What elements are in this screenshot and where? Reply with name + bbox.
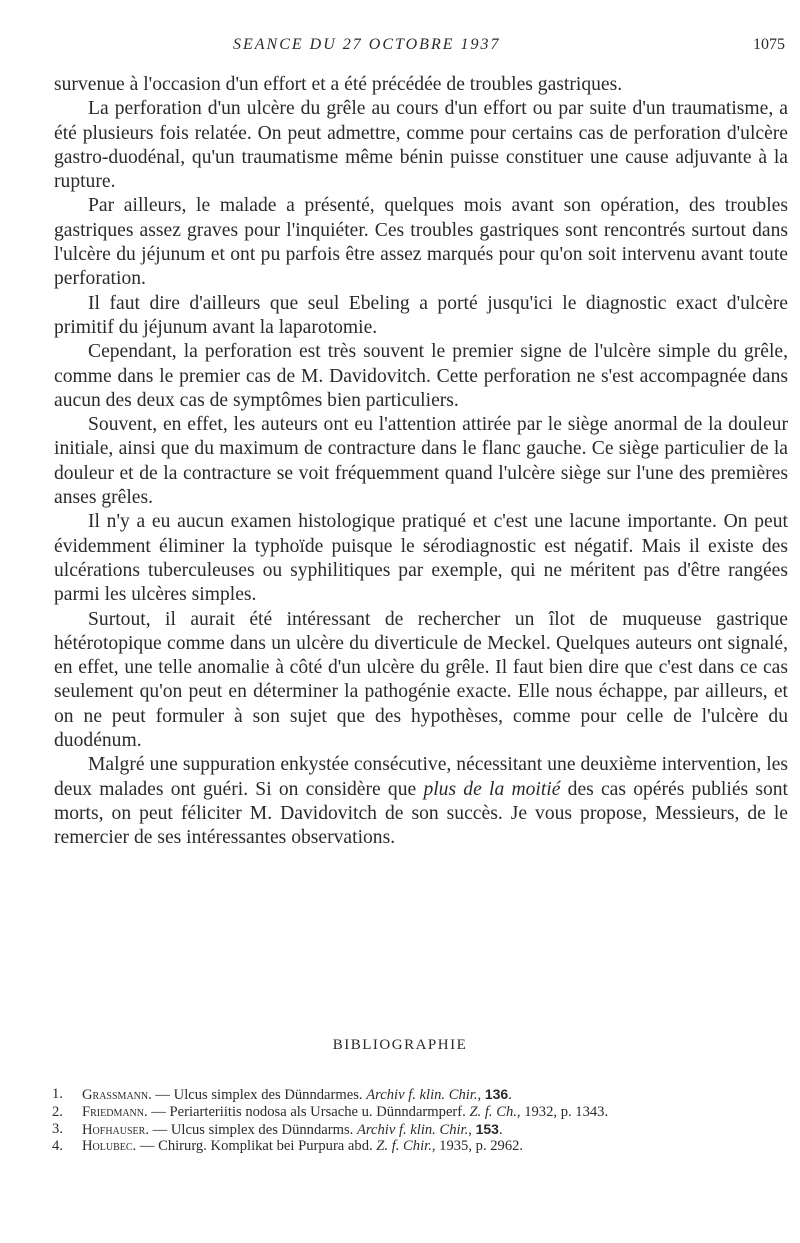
running-header <box>0 36 800 60</box>
paragraph: Surtout, il aurait été intéressant de rechercher un îlot de muqueuse gastrique hétérotopique comme dans un ulcère du diverticule de Meckel. Quelques auteurs ont signalé, en effet, une telle anomalie à côté d'un ulcère du grêle. Il faut bien dire que c'est dans ce cas seulement qu'on peut en déterminer la pathogénie exacte. Elle nous échappe, par ailleurs, et on ne peut formuler à son sujet que des hypothèses, comme pour celle de l'ulcère du duodénum. <box>54 608 788 752</box>
emphasis-text: plus de la moitié <box>423 778 561 800</box>
ref-volume: 153 <box>475 1120 499 1137</box>
paragraph: Souvent, en effet, les auteurs ont eu l'attention attirée par le siège anormal de la douleur initiale, ainsi que du maximum de contracture dans le flanc gauche. Ce siège particulier de la douleur et de la contracture se voit fréquemment quand l'ulcère siège sur l'une des premières anses grêles. <box>54 414 788 509</box>
ref-number: 2. <box>52 1103 63 1120</box>
ref-title: — Ulcus simplex des Dünndarms. <box>148 1121 357 1138</box>
ref-number: 1. <box>52 1086 63 1102</box>
ref-author: Holubec. <box>82 1138 137 1155</box>
bibliography-entry <box>52 1121 732 1139</box>
paragraph-conclusion <box>54 753 788 850</box>
paragraph-text: des cas opérés publiés sont morts, on peut féliciter M. Davidovitch de son succès. Je vous propose, Messieurs, de le remercier de ses intéressantes observations. <box>54 778 789 849</box>
ref-end: . <box>498 1121 503 1138</box>
ref-title: — Ulcus simplex des Dünndarmes. <box>151 1087 367 1103</box>
ref-details: , 1932, p. 1343. <box>516 1103 609 1120</box>
bibliography-entry <box>52 1086 732 1104</box>
bibliography-list <box>52 1086 732 1155</box>
bibliography-entry <box>52 1104 732 1121</box>
ref-journal: Z. f. Ch. <box>469 1103 517 1120</box>
paragraph: La perforation d'un ulcère du grêle au cours d'un effort ou par suite d'un traumatisme, a été plusieurs fois relatée. On peut admettre, comme pour certains cas de perforation d'ulcère gastro-duodénal, qu'un traumatisme même bénin puisse constituer une cause adjuvante à la rupture. <box>54 98 788 193</box>
ref-journal: Archiv f. klin. Chir. <box>366 1087 478 1103</box>
bibliography-entry <box>52 1138 732 1155</box>
ref-journal: Archiv f. klin. Chir. <box>356 1121 469 1138</box>
ref-details: , <box>477 1087 485 1103</box>
paragraph: Par ailleurs, le malade a présenté, quelques mois avant son opération, des troubles gastriques assez graves pour l'inquiéter. Ces troubles gastriques sont rencontrés surtout dans l'ulcère du jéjunum et ont pu parfois être assez marqués pour qu'on soit intervenu avant toute perforation. <box>54 195 788 290</box>
ref-author: Grassmann. <box>82 1087 152 1103</box>
paragraph-text: Malgré une suppuration enkystée consécutive, nécessitant une deuxième intervention, les deux malades ont guéri. Si on considère que <box>54 754 788 800</box>
ref-journal: Z. f. Chir. <box>376 1138 432 1155</box>
ref-author: Friedmann. <box>82 1103 148 1120</box>
ref-details: , <box>468 1121 476 1138</box>
paragraph: Cependant, la perforation est très souvent le premier signe de l'ulcère simple du grêle, comme dans le premier cas de M. Davidovitch. Cette perforation ne s'est accompagnée dans aucun des deux cas de symptômes bien particuliers. <box>54 341 788 411</box>
ref-end: . <box>508 1087 512 1103</box>
paragraph: survenue à l'occasion d'un effort et a été précédée de troubles gastriques. <box>54 74 623 95</box>
ref-number: 3. <box>52 1120 63 1137</box>
ref-title: — Chirurg. Komplikat bei Purpura abd. <box>136 1138 377 1155</box>
header-title: SEANCE DU 27 OCTOBRE 1937 <box>233 36 501 53</box>
ref-volume: 136 <box>484 1086 509 1102</box>
body-text <box>54 73 788 851</box>
ref-author: Hofhauser. <box>82 1121 149 1138</box>
page-number: 1075 <box>753 36 785 53</box>
paragraph: Il faut dire d'ailleurs que seul Ebeling a porté jusqu'ici le diagnostic exact d'ulcère primitif du jéjunum avant la laparotomie. <box>54 292 788 338</box>
bibliography-title: BIBLIOGRAPHIE <box>332 1037 468 1053</box>
ref-title: — Periarteriitis nodosa als Ursache u. Dünndarmperf. <box>147 1103 470 1120</box>
ref-details: , 1935, p. 2962. <box>431 1138 524 1155</box>
ref-number: 4. <box>52 1138 63 1155</box>
paragraph: Il n'y a eu aucun examen histologique pratiqué et c'est une lacune importante. On peut évidemment éliminer la typhoïde puisque le sérodiagnostic est négatif. Mais il existe des ulcérations tuberculeuses ou syphilitiques par exemple, qui ne méritent pas d'être rangées parmi les ulcères simples. <box>54 511 788 606</box>
